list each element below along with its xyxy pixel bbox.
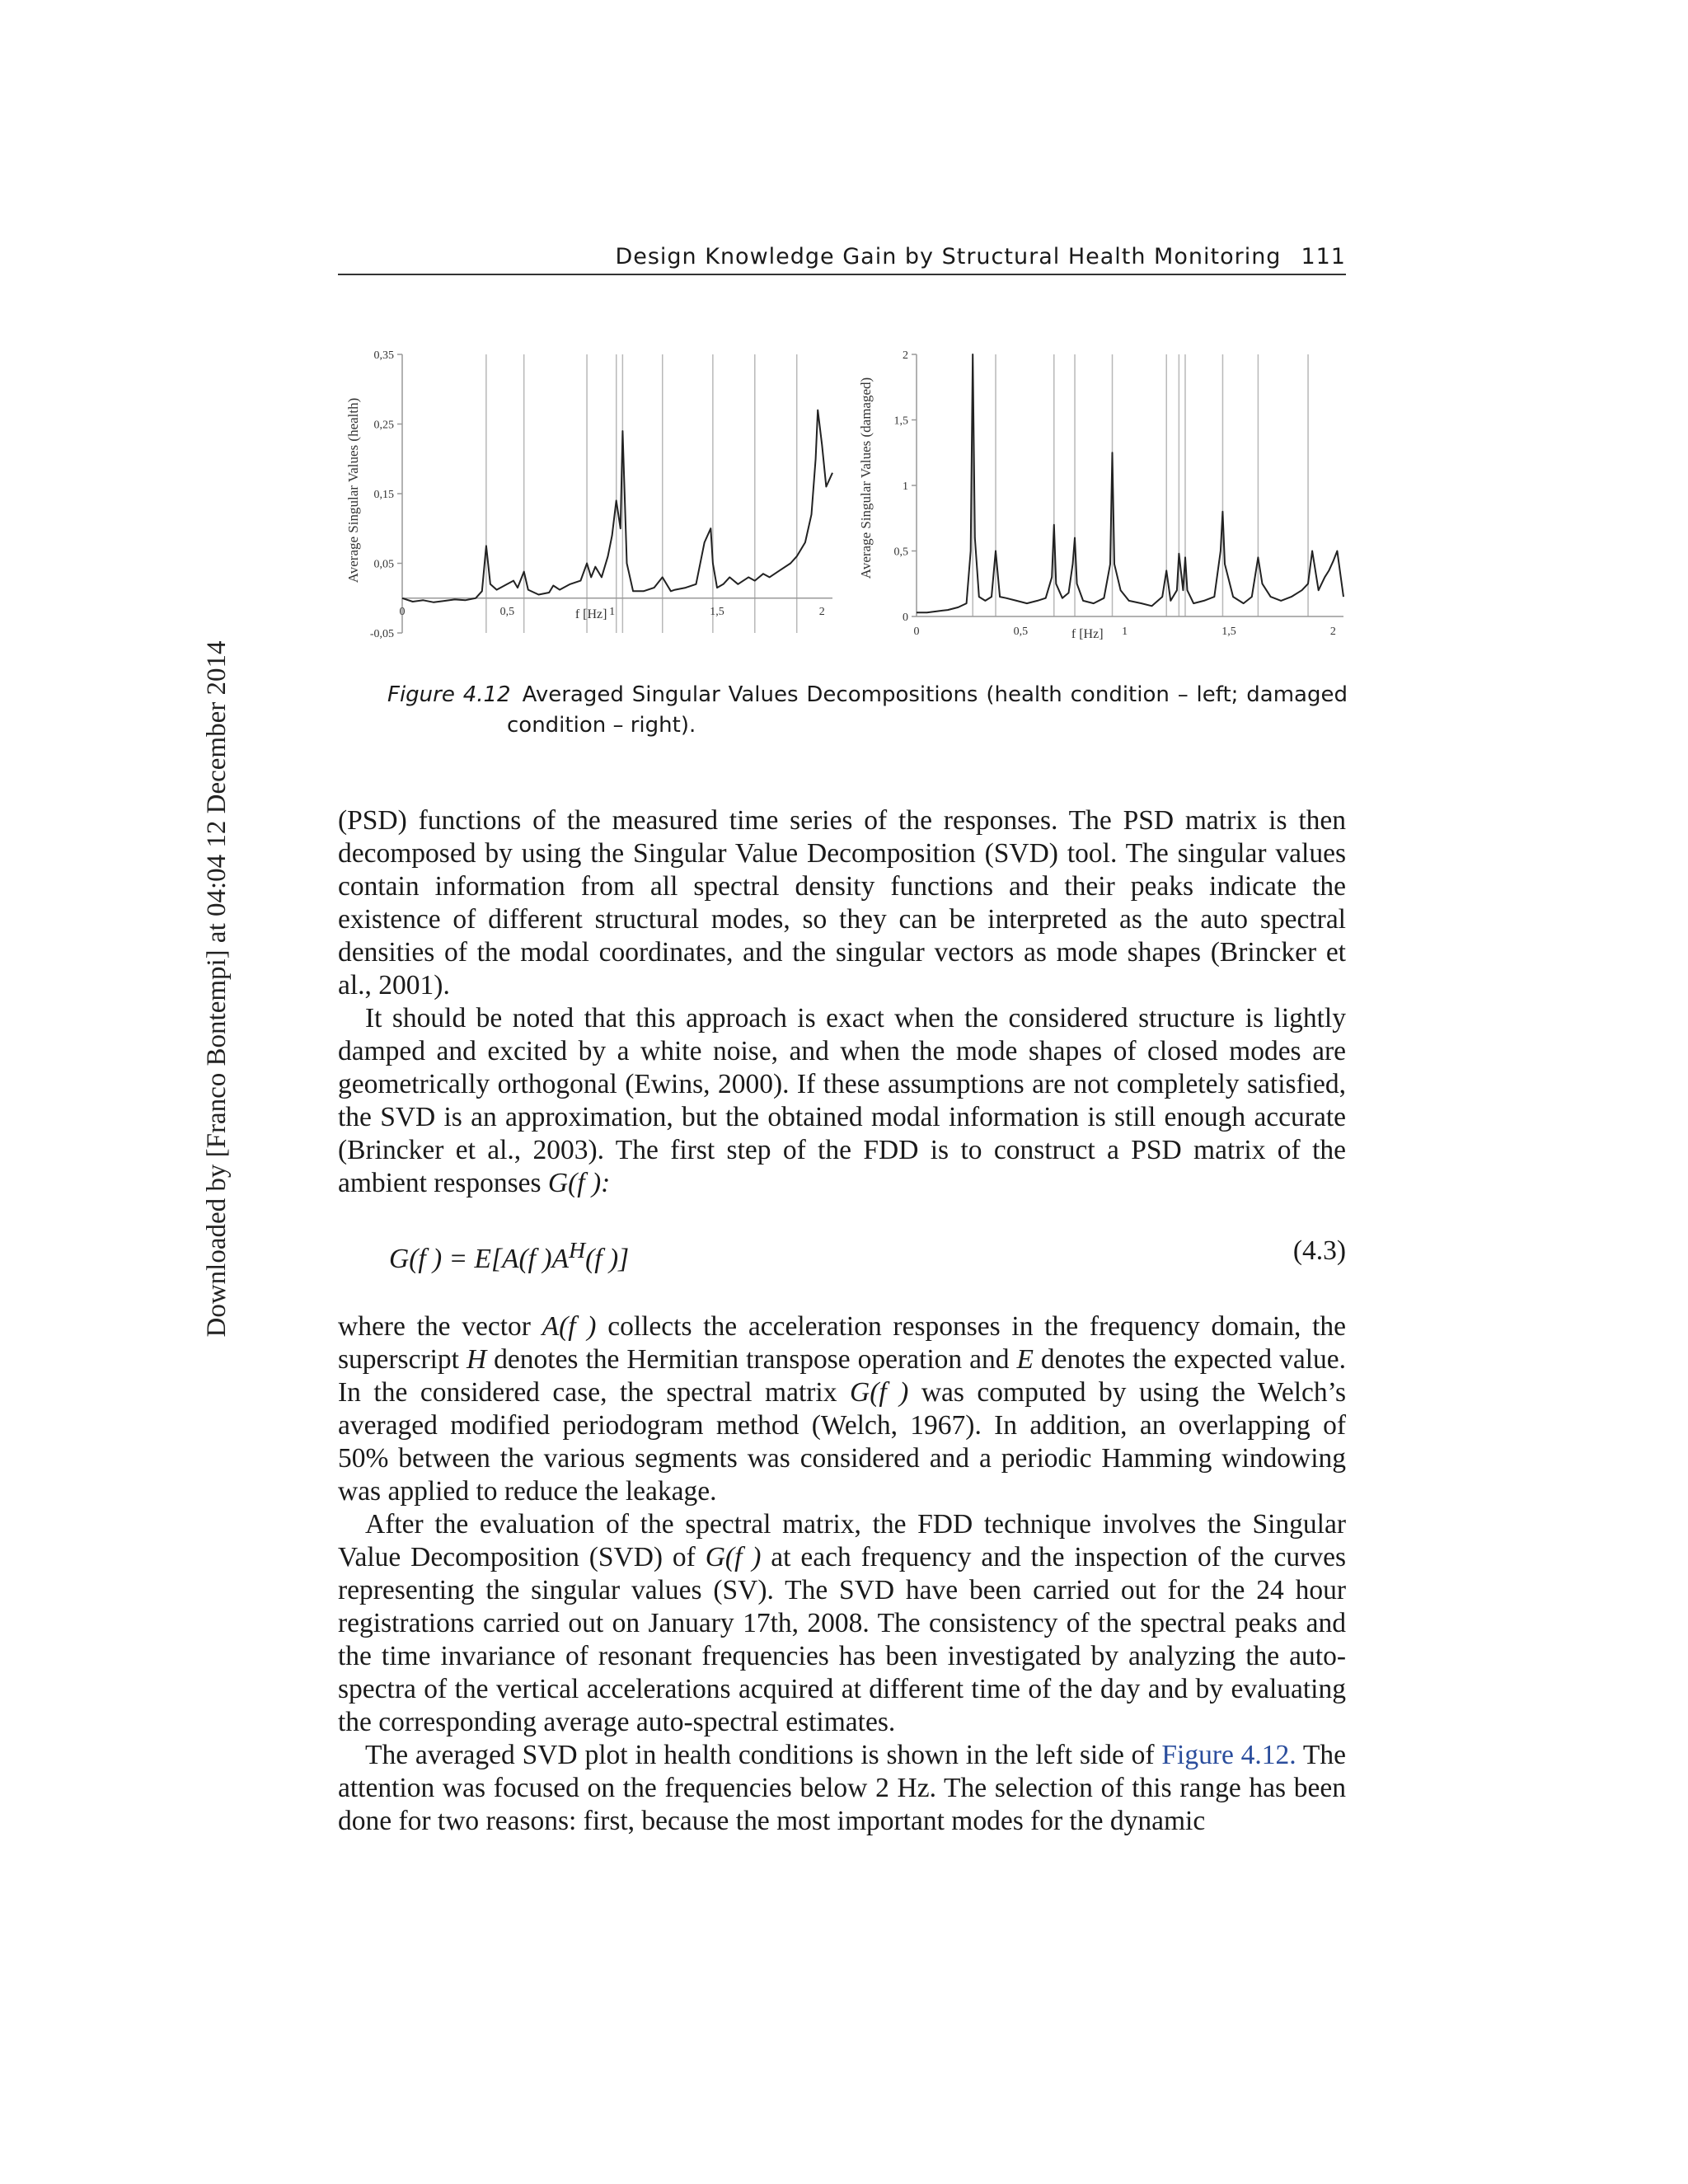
running-header (338, 241, 1346, 275)
math-symbol: A(f ) (542, 1311, 597, 1343)
x-axis-label: f [Hz] (574, 607, 607, 621)
chart-damaged (857, 338, 1352, 643)
x-tick-label: 1,5 (1221, 626, 1236, 638)
y-tick-label: 0,15 (373, 489, 394, 501)
y-tick-label: 2 (903, 349, 908, 362)
chart-health (338, 338, 849, 643)
y-tick-label: 0 (903, 612, 908, 624)
x-tick-label: 0 (399, 605, 406, 618)
math-symbol: E (1016, 1344, 1034, 1376)
x-axis-label: f [Hz] (1071, 627, 1104, 641)
figure-link[interactable]: Figure 4.12. (1161, 1740, 1296, 1771)
caption-text-line2: condition – right). (507, 713, 696, 738)
paragraph: After the evaluation of the spectral matrix, the FDD technique involves the Singular Value Decomposition (SVD) of G(f ) at each frequency and the inspection of the curves representing the singular values (SV). The SVD have been carried out for the 24 hour registrations carried out on January 17th, 2008. The consistency of the spectral peaks and the time invariance of resonant frequencies has been investigated by analyzing the auto-spectra of the vertical accelerations acquired at different time of the day and by evaluating the corresponding average auto-spectral estimates. (338, 1509, 1346, 1738)
figure-label: Figure 4.12 (387, 682, 511, 707)
y-tick-label: 0,35 (373, 349, 394, 362)
equation-expression: G(f ) = E[A(f )$A^H(f$ )] (389, 1238, 630, 1275)
download-watermark: Downloaded by [Franco Bontempi] at 04:04 12 December 2014 (202, 640, 232, 1338)
running-title: Design Knowledge Gain by Structural Health Monitoring (615, 244, 1282, 269)
equation (389, 1235, 1346, 1276)
y-tick-label: 0,5 (893, 546, 908, 559)
series-line-damaged (917, 354, 1343, 612)
y-axis-label: Average Singular Values (health) (345, 397, 361, 583)
y-tick-label: 0,25 (373, 419, 394, 432)
x-tick-label: 2 (818, 605, 825, 618)
x-tick-label: 0,5 (499, 605, 515, 618)
plot-area (894, 349, 1344, 641)
paragraph: (PSD) functions of the measured time series of the responses. The PSD matrix is then decomposed by using the Singular Value Decomposition (SVD) tool. The singular values contain information from all spectral density functions and their peaks indicate the existence of different structural modes, so they can be interpreted as the auto spectral densities of the modal coordinates, and the singular vectors as mode shapes (Brincker et al., 2001). (338, 805, 1346, 1001)
y-tick-label: 0,05 (373, 558, 394, 571)
x-tick-label: 0,5 (1013, 626, 1029, 638)
figure-caption (387, 681, 1348, 738)
math-symbol: G(f ): (547, 1168, 611, 1198)
paragraph: The averaged SVD plot in health conditions is shown in the left side of Figure 4.12. The attention was focused on the frequencies below 2 Hz. The selection of this range has been done for two reasons: first, because the most important modes for the dynamic (338, 1740, 1346, 1837)
x-tick-label: 2 (1329, 626, 1336, 638)
x-tick-label: 1,5 (710, 605, 724, 618)
x-tick-label: 1 (1122, 626, 1128, 638)
page-number: 111 (1301, 244, 1346, 269)
y-tick-label: -0,05 (369, 628, 394, 640)
equation-number: (4.3) (1292, 1235, 1346, 1266)
paragraph: where the vector A(f ) collects the acceleration responses in the frequency domain, the superscript H denotes the Hermitian transpose operation and E denotes the expected value. In the considered case, the spectral matrix G(f ) was computed by using the Welch’s averaged modified periodogram method (Welch, 1967). In addition, an overlapping of 50% between the various segments was considered and a periodic Hamming windowing was applied to reduce the leakage. (338, 1311, 1346, 1507)
math-symbol: H (466, 1344, 487, 1376)
body-text (338, 804, 1346, 1838)
series-line-health (402, 410, 832, 602)
x-tick-label: 1 (609, 605, 616, 618)
paragraph: It should be noted that this approach is exact when the considered structure is lightly damped and excited by a white noise, and when the mode shapes of closed modes are geometrically orthogonal (Ewins, 2000). If these assumptions are not completely satisfied, the SVD is an approximation, but the obtained modal information is still enough accurate (Brincker et al., 2003). The first step of the FDD is to construct a PSD matrix of the ambient responses G(f ): (338, 1003, 1346, 1198)
y-tick-label: 1,5 (893, 415, 908, 428)
y-tick-label: 1 (903, 480, 908, 493)
math-symbol: G(f ) (850, 1377, 909, 1408)
math-symbol: G(f ) (705, 1542, 762, 1573)
y-axis-label: Average Singular Values (damaged) (858, 377, 874, 579)
plot-area (370, 349, 832, 640)
x-tick-label: 0 (913, 626, 920, 638)
caption-text-line1: Averaged Singular Values Decompositions (health condition – left; damaged (522, 682, 1348, 707)
